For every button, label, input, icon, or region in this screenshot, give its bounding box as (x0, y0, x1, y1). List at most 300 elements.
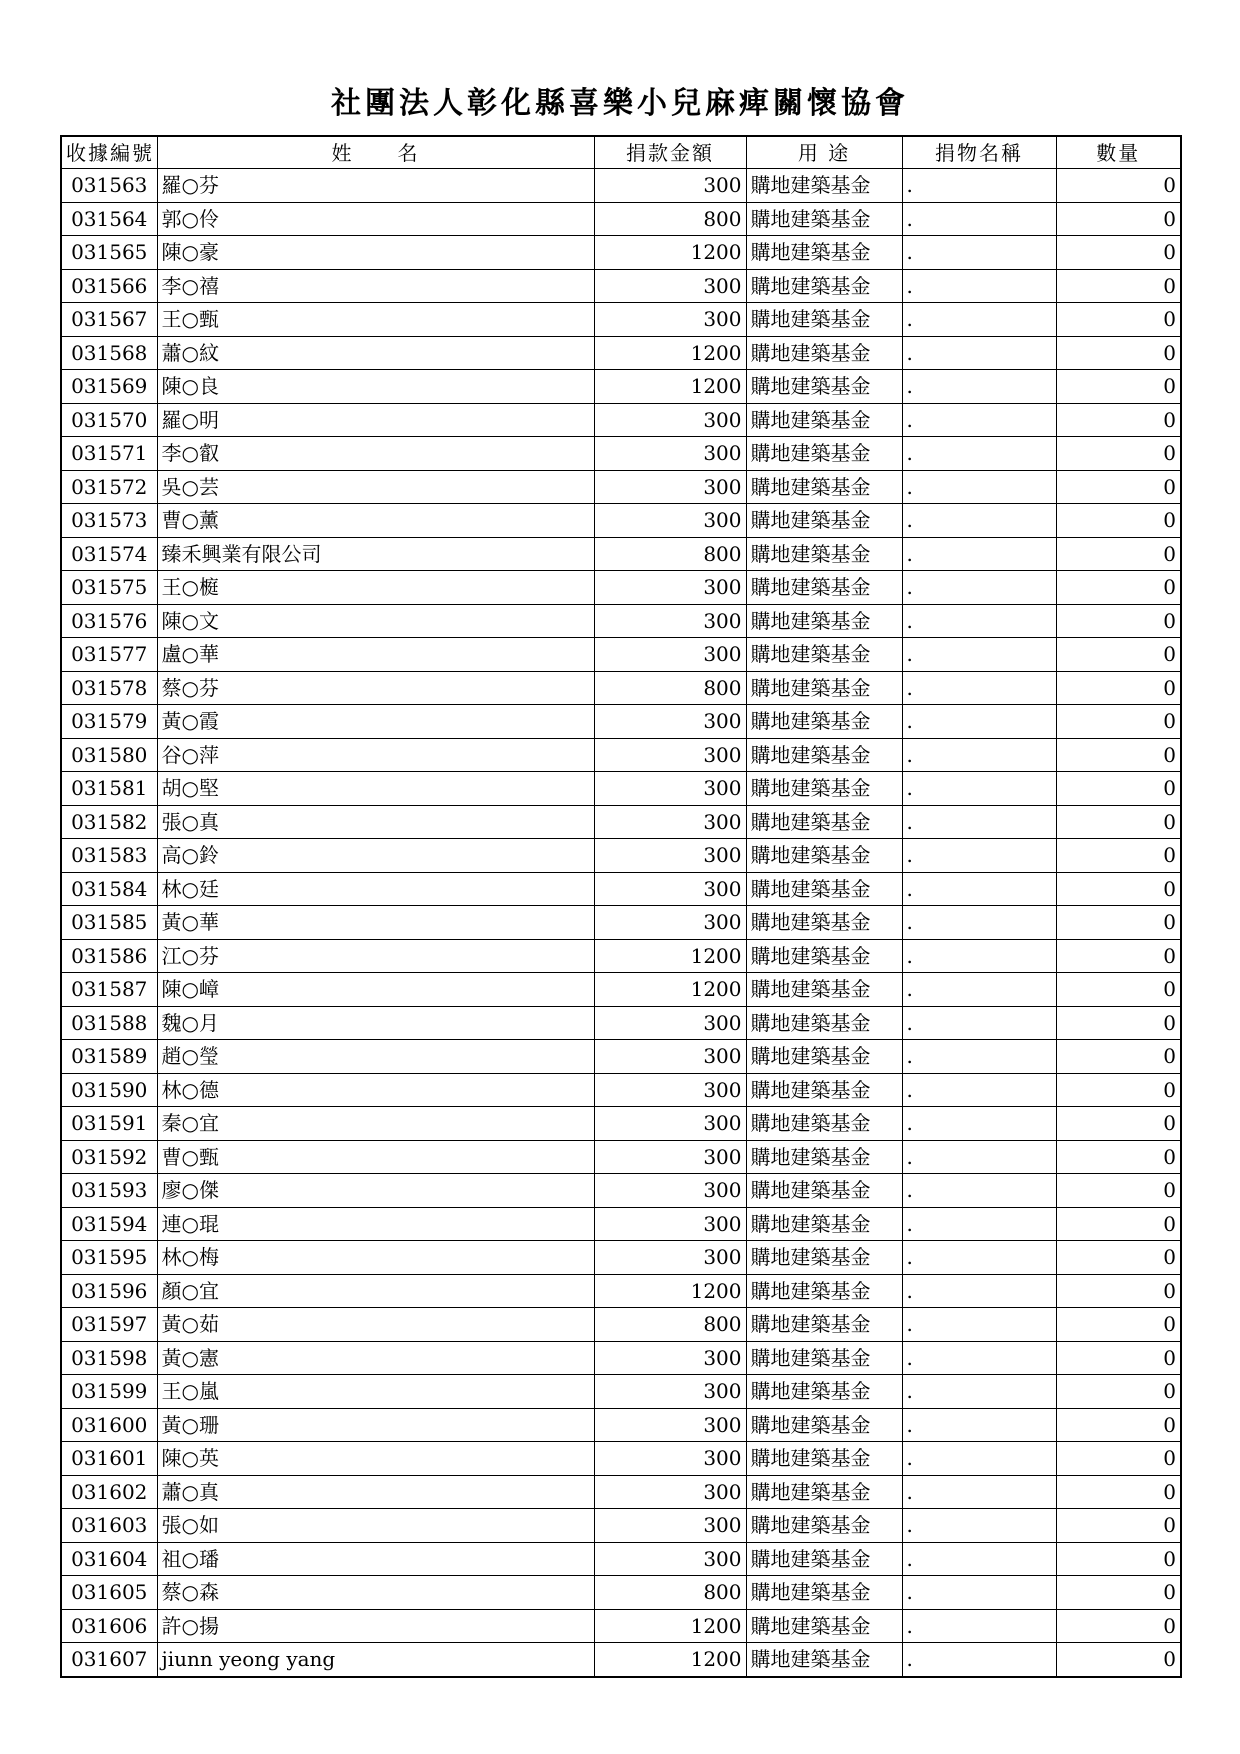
quantity-cell: 0 (1056, 1609, 1181, 1643)
purpose-cell: 購地建築基金 (746, 906, 902, 940)
table-row (61, 872, 1181, 906)
amount-cell: 300 (594, 470, 746, 504)
amount-cell: 800 (594, 1308, 746, 1342)
item-name-cell: . (902, 1609, 1056, 1643)
purpose-cell: 購地建築基金 (746, 1073, 902, 1107)
receipt-no-cell: 031575 (61, 571, 157, 605)
amount-cell: 1200 (594, 973, 746, 1007)
item-name-cell: . (902, 504, 1056, 538)
table-row (61, 671, 1181, 705)
donor-name-cell: 魏○月 (157, 1006, 594, 1040)
purpose-cell: 購地建築基金 (746, 839, 902, 873)
quantity-cell: 0 (1056, 169, 1181, 203)
item-name-cell: . (902, 537, 1056, 571)
amount-cell: 300 (594, 805, 746, 839)
amount-cell: 300 (594, 1207, 746, 1241)
item-name-cell: . (902, 638, 1056, 672)
table-body (61, 169, 1181, 1677)
receipt-no-cell: 031592 (61, 1140, 157, 1174)
amount-cell: 300 (594, 638, 746, 672)
table-row (61, 604, 1181, 638)
table-row (61, 336, 1181, 370)
donor-name-cell: 曹○甄 (157, 1140, 594, 1174)
receipt-no-cell: 031564 (61, 202, 157, 236)
receipt-no-cell: 031604 (61, 1542, 157, 1576)
donor-name-cell: 王○甄 (157, 303, 594, 337)
table-row (61, 470, 1181, 504)
receipt-no-cell: 031581 (61, 772, 157, 806)
quantity-cell: 0 (1056, 537, 1181, 571)
header-quantity: 數量 (1056, 136, 1181, 169)
table-row (61, 1576, 1181, 1610)
item-name-cell: . (902, 236, 1056, 270)
quantity-cell: 0 (1056, 705, 1181, 739)
item-name-cell: . (902, 1207, 1056, 1241)
quantity-cell: 0 (1056, 336, 1181, 370)
amount-cell: 300 (594, 839, 746, 873)
item-name-cell: . (902, 1475, 1056, 1509)
item-name-cell: . (902, 1073, 1056, 1107)
amount-cell: 1200 (594, 1274, 746, 1308)
donor-name-cell: 臻禾興業有限公司 (157, 537, 594, 571)
quantity-cell: 0 (1056, 1408, 1181, 1442)
receipt-no-cell: 031594 (61, 1207, 157, 1241)
item-name-cell: . (902, 1408, 1056, 1442)
item-name-cell: . (902, 336, 1056, 370)
receipt-no-cell: 031599 (61, 1375, 157, 1409)
donor-name-cell: 趙○瑩 (157, 1040, 594, 1074)
amount-cell: 300 (594, 403, 746, 437)
purpose-cell: 購地建築基金 (746, 537, 902, 571)
amount-cell: 1200 (594, 939, 746, 973)
donor-name-cell: 蔡○森 (157, 1576, 594, 1610)
table-row (61, 403, 1181, 437)
table-row (61, 370, 1181, 404)
purpose-cell: 購地建築基金 (746, 1174, 902, 1208)
receipt-no-cell: 031605 (61, 1576, 157, 1610)
item-name-cell: . (902, 1107, 1056, 1141)
purpose-cell: 購地建築基金 (746, 1006, 902, 1040)
donor-name-cell: 黃○茹 (157, 1308, 594, 1342)
table-row (61, 504, 1181, 538)
purpose-cell: 購地建築基金 (746, 973, 902, 1007)
receipt-no-cell: 031600 (61, 1408, 157, 1442)
table-row (61, 638, 1181, 672)
receipt-no-cell: 031597 (61, 1308, 157, 1342)
item-name-cell: . (902, 705, 1056, 739)
table-row (61, 1274, 1181, 1308)
donor-name-cell: 黃○華 (157, 906, 594, 940)
donor-name-cell: 谷○萍 (157, 738, 594, 772)
receipt-no-cell: 031588 (61, 1006, 157, 1040)
donor-name-cell: 秦○宜 (157, 1107, 594, 1141)
item-name-cell: . (902, 437, 1056, 471)
quantity-cell: 0 (1056, 772, 1181, 806)
receipt-no-cell: 031572 (61, 470, 157, 504)
quantity-cell: 0 (1056, 1040, 1181, 1074)
amount-cell: 300 (594, 1073, 746, 1107)
amount-cell: 300 (594, 872, 746, 906)
purpose-cell: 購地建築基金 (746, 1542, 902, 1576)
table-row (61, 1509, 1181, 1543)
donor-name-cell: 高○鈴 (157, 839, 594, 873)
amount-cell: 800 (594, 1576, 746, 1610)
item-name-cell: . (902, 1006, 1056, 1040)
purpose-cell: 購地建築基金 (746, 705, 902, 739)
purpose-cell: 購地建築基金 (746, 1609, 902, 1643)
donor-name-cell: 吳○芸 (157, 470, 594, 504)
amount-cell: 300 (594, 1509, 746, 1543)
purpose-cell: 購地建築基金 (746, 1140, 902, 1174)
item-name-cell: . (902, 1442, 1056, 1476)
amount-cell: 300 (594, 1408, 746, 1442)
purpose-cell: 購地建築基金 (746, 1107, 902, 1141)
quantity-cell: 0 (1056, 1274, 1181, 1308)
quantity-cell: 0 (1056, 638, 1181, 672)
purpose-cell: 購地建築基金 (746, 1040, 902, 1074)
table-row (61, 437, 1181, 471)
quantity-cell: 0 (1056, 939, 1181, 973)
amount-cell: 300 (594, 437, 746, 471)
donor-name-cell: 羅○明 (157, 403, 594, 437)
receipt-no-cell: 031582 (61, 805, 157, 839)
item-name-cell: . (902, 1375, 1056, 1409)
item-name-cell: . (902, 1241, 1056, 1275)
quantity-cell: 0 (1056, 738, 1181, 772)
purpose-cell: 購地建築基金 (746, 939, 902, 973)
purpose-cell: 購地建築基金 (746, 470, 902, 504)
amount-cell: 300 (594, 571, 746, 605)
item-name-cell: . (902, 939, 1056, 973)
donor-name-cell: 陳○豪 (157, 236, 594, 270)
amount-cell: 1200 (594, 236, 746, 270)
table-row (61, 973, 1181, 1007)
receipt-no-cell: 031583 (61, 839, 157, 873)
table-row (61, 839, 1181, 873)
amount-cell: 800 (594, 537, 746, 571)
receipt-no-cell: 031571 (61, 437, 157, 471)
header-purpose: 用 途 (746, 136, 902, 169)
receipt-no-cell: 031567 (61, 303, 157, 337)
receipt-no-cell: 031578 (61, 671, 157, 705)
amount-cell: 300 (594, 1241, 746, 1275)
receipt-no-cell: 031585 (61, 906, 157, 940)
item-name-cell: . (902, 738, 1056, 772)
quantity-cell: 0 (1056, 906, 1181, 940)
purpose-cell: 購地建築基金 (746, 1475, 902, 1509)
donor-name-cell: 盧○華 (157, 638, 594, 672)
table-row (61, 1442, 1181, 1476)
table-row (61, 1643, 1181, 1677)
receipt-no-cell: 031584 (61, 872, 157, 906)
quantity-cell: 0 (1056, 437, 1181, 471)
receipt-no-cell: 031601 (61, 1442, 157, 1476)
header-name: 姓 名 (157, 136, 594, 169)
receipt-no-cell: 031598 (61, 1341, 157, 1375)
receipt-no-cell: 031573 (61, 504, 157, 538)
donor-name-cell: 陳○文 (157, 604, 594, 638)
item-name-cell: . (902, 470, 1056, 504)
item-name-cell: . (902, 1509, 1056, 1543)
donor-name-cell: 郭○伶 (157, 202, 594, 236)
donor-name-cell: 胡○堅 (157, 772, 594, 806)
table-row (61, 1542, 1181, 1576)
purpose-cell: 購地建築基金 (746, 1341, 902, 1375)
quantity-cell: 0 (1056, 470, 1181, 504)
item-name-cell: . (902, 604, 1056, 638)
item-name-cell: . (902, 1274, 1056, 1308)
item-name-cell: . (902, 1542, 1056, 1576)
amount-cell: 1200 (594, 1643, 746, 1677)
table-row (61, 1040, 1181, 1074)
table-row (61, 303, 1181, 337)
purpose-cell: 購地建築基金 (746, 1576, 902, 1610)
amount-cell: 300 (594, 772, 746, 806)
purpose-cell: 購地建築基金 (746, 403, 902, 437)
quantity-cell: 0 (1056, 236, 1181, 270)
purpose-cell: 購地建築基金 (746, 437, 902, 471)
table-row (61, 1475, 1181, 1509)
quantity-cell: 0 (1056, 403, 1181, 437)
item-name-cell: . (902, 1308, 1056, 1342)
item-name-cell: . (902, 772, 1056, 806)
item-name-cell: . (902, 906, 1056, 940)
item-name-cell: . (902, 1341, 1056, 1375)
receipt-no-cell: 031586 (61, 939, 157, 973)
quantity-cell: 0 (1056, 1107, 1181, 1141)
table-row (61, 1308, 1181, 1342)
amount-cell: 300 (594, 169, 746, 203)
purpose-cell: 購地建築基金 (746, 1375, 902, 1409)
receipt-no-cell: 031580 (61, 738, 157, 772)
quantity-cell: 0 (1056, 671, 1181, 705)
table-row (61, 1107, 1181, 1141)
purpose-cell: 購地建築基金 (746, 303, 902, 337)
receipt-no-cell: 031576 (61, 604, 157, 638)
item-name-cell: . (902, 370, 1056, 404)
receipt-no-cell: 031589 (61, 1040, 157, 1074)
donor-name-cell: 廖○傑 (157, 1174, 594, 1208)
donor-name-cell: 曹○薰 (157, 504, 594, 538)
quantity-cell: 0 (1056, 973, 1181, 1007)
purpose-cell: 購地建築基金 (746, 504, 902, 538)
purpose-cell: 購地建築基金 (746, 269, 902, 303)
table-row (61, 1006, 1181, 1040)
quantity-cell: 0 (1056, 504, 1181, 538)
amount-cell: 300 (594, 504, 746, 538)
item-name-cell: . (902, 872, 1056, 906)
item-name-cell: . (902, 671, 1056, 705)
amount-cell: 300 (594, 1174, 746, 1208)
item-name-cell: . (902, 839, 1056, 873)
purpose-cell: 購地建築基金 (746, 1274, 902, 1308)
table-row (61, 1341, 1181, 1375)
quantity-cell: 0 (1056, 1576, 1181, 1610)
amount-cell: 300 (594, 269, 746, 303)
donor-name-cell: 蕭○真 (157, 1475, 594, 1509)
quantity-cell: 0 (1056, 1643, 1181, 1677)
amount-cell: 800 (594, 202, 746, 236)
purpose-cell: 購地建築基金 (746, 336, 902, 370)
donor-name-cell: 張○如 (157, 1509, 594, 1543)
donor-name-cell: 李○叡 (157, 437, 594, 471)
receipt-no-cell: 031595 (61, 1241, 157, 1275)
table-row (61, 236, 1181, 270)
receipt-no-cell: 031574 (61, 537, 157, 571)
purpose-cell: 購地建築基金 (746, 1643, 902, 1677)
purpose-cell: 購地建築基金 (746, 1442, 902, 1476)
donor-name-cell: 祖○璠 (157, 1542, 594, 1576)
amount-cell: 1200 (594, 1609, 746, 1643)
purpose-cell: 購地建築基金 (746, 236, 902, 270)
quantity-cell: 0 (1056, 1542, 1181, 1576)
table-row (61, 1207, 1181, 1241)
quantity-cell: 0 (1056, 370, 1181, 404)
receipt-no-cell: 031579 (61, 705, 157, 739)
quantity-cell: 0 (1056, 872, 1181, 906)
donor-name-cell: 陳○英 (157, 1442, 594, 1476)
donor-name-cell: 陳○良 (157, 370, 594, 404)
quantity-cell: 0 (1056, 604, 1181, 638)
quantity-cell: 0 (1056, 1140, 1181, 1174)
receipt-no-cell: 031591 (61, 1107, 157, 1141)
amount-cell: 300 (594, 1006, 746, 1040)
amount-cell: 300 (594, 906, 746, 940)
donor-name-cell: 張○真 (157, 805, 594, 839)
amount-cell: 1200 (594, 370, 746, 404)
donor-name-cell: 王○嵐 (157, 1375, 594, 1409)
quantity-cell: 0 (1056, 1475, 1181, 1509)
amount-cell: 800 (594, 671, 746, 705)
amount-cell: 300 (594, 1040, 746, 1074)
item-name-cell: . (902, 269, 1056, 303)
item-name-cell: . (902, 1576, 1056, 1610)
item-name-cell: . (902, 169, 1056, 203)
amount-cell: 300 (594, 1341, 746, 1375)
donor-name-cell: 連○琨 (157, 1207, 594, 1241)
donor-name-cell: 許○揚 (157, 1609, 594, 1643)
table-header-row (61, 136, 1181, 169)
donor-name-cell: 王○榳 (157, 571, 594, 605)
purpose-cell: 購地建築基金 (746, 1308, 902, 1342)
purpose-cell: 購地建築基金 (746, 1207, 902, 1241)
purpose-cell: 購地建築基金 (746, 202, 902, 236)
receipt-no-cell: 031596 (61, 1274, 157, 1308)
donor-name-cell: 黃○霞 (157, 705, 594, 739)
quantity-cell: 0 (1056, 202, 1181, 236)
donor-name-cell: jiunn yeong yang (157, 1643, 594, 1677)
quantity-cell: 0 (1056, 805, 1181, 839)
receipt-no-cell: 031590 (61, 1073, 157, 1107)
quantity-cell: 0 (1056, 1241, 1181, 1275)
donor-name-cell: 羅○芬 (157, 169, 594, 203)
purpose-cell: 購地建築基金 (746, 772, 902, 806)
table-row (61, 1140, 1181, 1174)
quantity-cell: 0 (1056, 1341, 1181, 1375)
purpose-cell: 購地建築基金 (746, 638, 902, 672)
quantity-cell: 0 (1056, 1207, 1181, 1241)
amount-cell: 300 (594, 705, 746, 739)
purpose-cell: 購地建築基金 (746, 604, 902, 638)
receipt-no-cell: 031603 (61, 1509, 157, 1543)
item-name-cell: . (902, 403, 1056, 437)
quantity-cell: 0 (1056, 1375, 1181, 1409)
table-row (61, 169, 1181, 203)
quantity-cell: 0 (1056, 571, 1181, 605)
purpose-cell: 購地建築基金 (746, 671, 902, 705)
header-item-name: 捐物名稱 (902, 136, 1056, 169)
quantity-cell: 0 (1056, 1509, 1181, 1543)
item-name-cell: . (902, 571, 1056, 605)
item-name-cell: . (902, 303, 1056, 337)
amount-cell: 300 (594, 1107, 746, 1141)
donor-name-cell: 黃○憲 (157, 1341, 594, 1375)
donor-name-cell: 蔡○芬 (157, 671, 594, 705)
item-name-cell: . (902, 1140, 1056, 1174)
amount-cell: 300 (594, 303, 746, 337)
purpose-cell: 購地建築基金 (746, 571, 902, 605)
receipt-no-cell: 031570 (61, 403, 157, 437)
quantity-cell: 0 (1056, 1442, 1181, 1476)
table-row (61, 772, 1181, 806)
quantity-cell: 0 (1056, 1174, 1181, 1208)
amount-cell: 300 (594, 1140, 746, 1174)
item-name-cell: . (902, 805, 1056, 839)
purpose-cell: 購地建築基金 (746, 1408, 902, 1442)
receipt-no-cell: 031563 (61, 169, 157, 203)
receipt-no-cell: 031607 (61, 1643, 157, 1677)
purpose-cell: 購地建築基金 (746, 370, 902, 404)
amount-cell: 300 (594, 1375, 746, 1409)
quantity-cell: 0 (1056, 1073, 1181, 1107)
amount-cell: 1200 (594, 336, 746, 370)
table-row (61, 1609, 1181, 1643)
receipt-no-cell: 031566 (61, 269, 157, 303)
page-title: 社團法人彰化縣喜樂小兒麻痺關懷協會 (331, 86, 909, 121)
quantity-cell: 0 (1056, 269, 1181, 303)
purpose-cell: 購地建築基金 (746, 738, 902, 772)
receipt-no-cell: 031565 (61, 236, 157, 270)
purpose-cell: 購地建築基金 (746, 1241, 902, 1275)
amount-cell: 300 (594, 604, 746, 638)
table-row (61, 1375, 1181, 1409)
donor-name-cell: 江○芬 (157, 939, 594, 973)
table-row (61, 537, 1181, 571)
donor-name-cell: 林○廷 (157, 872, 594, 906)
table-row (61, 269, 1181, 303)
table-row (61, 1408, 1181, 1442)
purpose-cell: 購地建築基金 (746, 169, 902, 203)
purpose-cell: 購地建築基金 (746, 872, 902, 906)
amount-cell: 300 (594, 1442, 746, 1476)
donor-name-cell: 黃○珊 (157, 1408, 594, 1442)
donor-name-cell: 陳○嶂 (157, 973, 594, 1007)
amount-cell: 300 (594, 1542, 746, 1576)
donor-name-cell: 李○禧 (157, 269, 594, 303)
receipt-no-cell: 031577 (61, 638, 157, 672)
receipt-no-cell: 031593 (61, 1174, 157, 1208)
item-name-cell: . (902, 973, 1056, 1007)
donor-name-cell: 蕭○紋 (157, 336, 594, 370)
purpose-cell: 購地建築基金 (746, 1509, 902, 1543)
item-name-cell: . (902, 1643, 1056, 1677)
receipt-no-cell: 031602 (61, 1475, 157, 1509)
table-row (61, 571, 1181, 605)
purpose-cell: 購地建築基金 (746, 805, 902, 839)
header-receipt-no: 收據編號 (61, 136, 157, 169)
table-row (61, 738, 1181, 772)
receipt-no-cell: 031568 (61, 336, 157, 370)
